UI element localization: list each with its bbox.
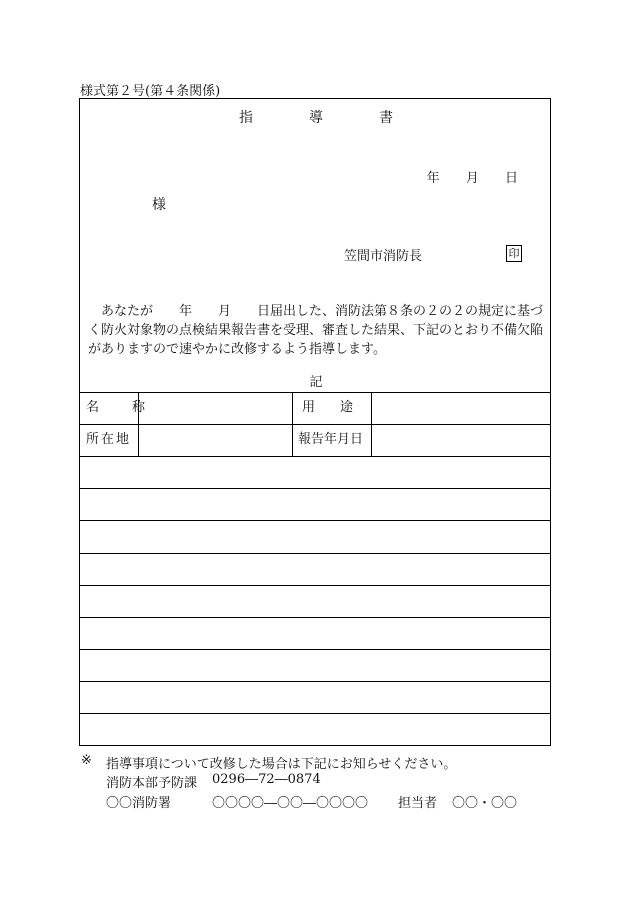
table-column-divider [371, 392, 372, 456]
note-mark: ※ [81, 753, 92, 768]
contact2-phone: 〇〇〇〇―〇〇―〇〇〇〇 [212, 796, 369, 811]
table-row-divider [80, 713, 550, 714]
issue-date [405, 167, 518, 186]
form-number-label: 様式第２号(第４条関係) [80, 84, 221, 99]
footer-note: 指導事項について改修した場合は下記にお知らせください。 [106, 757, 457, 772]
table-row-divider [80, 585, 550, 586]
addressee-suffix: 様 [152, 197, 166, 213]
contact2-person-label: 担当者 [398, 796, 438, 811]
seal-mark: 印 [506, 245, 522, 262]
contact1-department: 消防本部予防課 [106, 776, 198, 791]
table-row-divider [80, 456, 550, 457]
guidance-body-text: あなたが 年 月 日届出した、消防法第８条の２の２の規定に基づく防火対象物の点検結果報告書を受理、審査した結果、下記のとおり不備欠陥がありますので速やかに改修するよう指導します。 [88, 304, 544, 357]
table-row-divider [80, 488, 550, 489]
table-row-divider [80, 553, 550, 554]
date-month-label: 月 [465, 171, 479, 186]
contact2-person: 〇〇・〇〇 [452, 796, 518, 811]
table-row-divider [80, 649, 550, 650]
use-label: 用 途 [302, 400, 360, 415]
document-title: 指導書 [239, 110, 449, 126]
contact2-department: 〇〇消防署 [106, 796, 172, 811]
contact1-phone: 0296―72―0874 [212, 772, 321, 787]
report-date-label: 報告年月日 [298, 432, 364, 447]
name-label: 名 称 [86, 400, 156, 415]
guidance-document-frame [79, 98, 551, 746]
issuer-title: 笠間市消防長 [344, 249, 423, 264]
table-column-divider [292, 392, 293, 456]
date-year-label: 年 [426, 171, 440, 186]
address-label: 所在地 [86, 432, 132, 447]
ki-heading: 記 [309, 375, 323, 390]
table-row-divider [80, 617, 550, 618]
date-day-label: 日 [504, 171, 518, 186]
table-row-divider [80, 681, 550, 682]
table-row-divider [80, 520, 550, 521]
